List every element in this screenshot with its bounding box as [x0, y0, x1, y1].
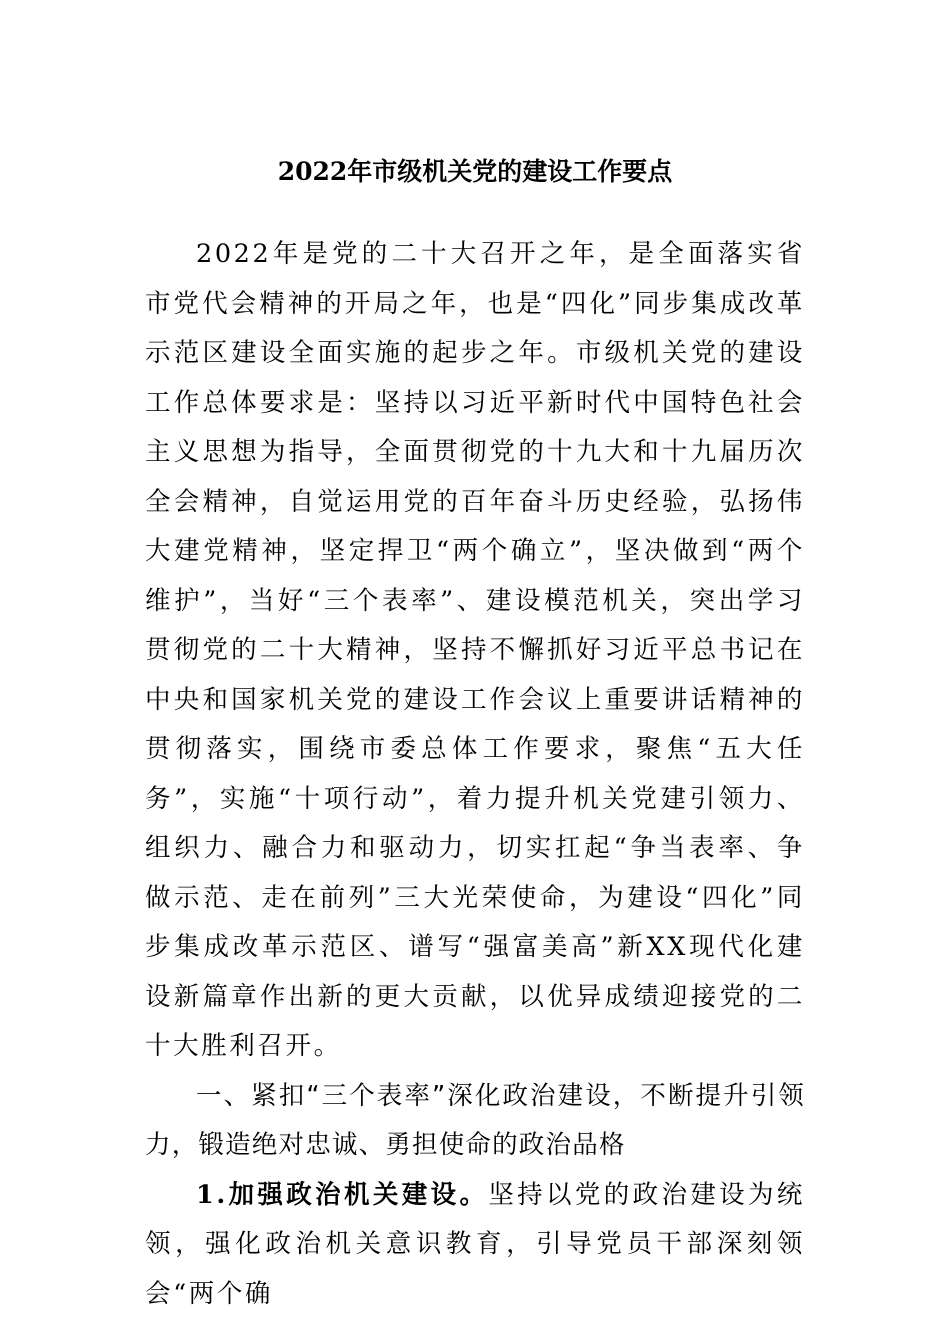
item-one-lead: 1.加强政治机关建设。 [196, 1179, 489, 1210]
item-one-paragraph [145, 1171, 805, 1320]
intro-paragraph: 2022年是党的二十大召开之年，是全面落实省市党代会精神的开局之年，也是“四化”同步集成改革示范区建设全面实施的起步之年。市级机关党的建设工作总体要求是：坚持以习近平新时代中国特色社会主义思想为指导，全面贯彻党的十九大和十九届历次全会精神，自觉运用党的百年奋斗历史经验，弘扬伟大建党精神，坚定捍卫“两个确立”，坚决做到“两个维护”，当好“三个表率”、建设模范机关，突出学习贯彻党的二十大精神，坚持不懈抓好习近平总书记在中央和国家机关党的建设工作会议上重要讲话精神的贯彻落实，围绕市委总体工作要求，聚焦“五大任务”，实施“十项行动”，着力提升机关党建引领力、组织力、融合力和驱动力，切实扛起“争当表率、争做示范、走在前列”三大光荣使命，为建设“四化”同步集成改革示范区、谱写“强富美高”新XX现代化建设新篇章作出新的更大贡献，以优异成绩迎接党的二十大胜利召开。 [145, 239, 805, 1061]
document-title: 2022年市级机关党的建设工作要点 [277, 157, 673, 186]
item-one-text: 坚持以党的政治建设为统领，强化政治机关意识教育，引导党员干部深刻领会“两个确 [145, 1179, 805, 1309]
section-one-heading: 一、紧扣“三个表率”深化政治建设，不断提升引领力，锻造绝对忠诚、勇担使命的政治品格 [145, 1080, 805, 1160]
document-body [145, 230, 805, 1319]
